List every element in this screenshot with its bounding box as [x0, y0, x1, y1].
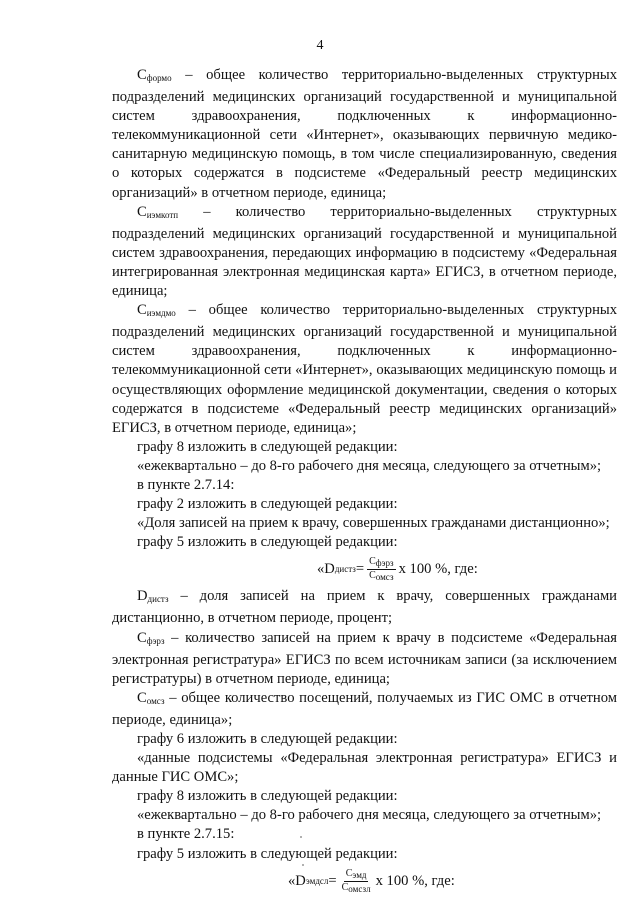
quote-quarterly-b: «ежеквартально – до 8-го рабочего дня месяца, следующего за отчетным»;	[137, 807, 602, 824]
definition-c-fer3: $C_{фэрз}$ – количество записей на прием к врачу в подсистеме «Федеральная электронная регистратура» ЕГИСЗ по всем источникам записи (за исключением регистратуры) в отчетном периоде, единица;	[112, 629, 617, 687]
item-2-7-15: в пункте 2.7.15:	[137, 826, 235, 843]
quote-data-sources: «данные подсистемы «Федеральная электронная регистратура» ЕГИСЗ и данные ГИС ОМС»;	[112, 750, 617, 786]
fraction: $\frac{\text{Cфэрз}}{\text{Cомсз}}$	[369, 556, 394, 583]
item-2-7-14: в пункте 2.7.14:	[137, 476, 235, 493]
formula-d-emdsl: «D эмдсл = $\frac{\text{Cэмд}}{\text{Cомсзл}}$ х 100 %, где:	[288, 867, 455, 894]
instruction-column-8: графу 8 изложить в следующей редакции:	[137, 438, 398, 455]
definition-c-formo: $C_{формо}$ – общее количество территориально-выделенных структурных подразделений медицинских организаций государственной и муниципальной систем здравоохранения, подключенных к информационно-телекоммуникационной сети «Интернет», оказывающих первичную медико-санитарную медицинскую помощь, в том числе специализированную, сведения о которых содержатся в подсистеме «Федеральный реестр медицинских организаций» в отчетном периоде, единица;	[112, 67, 617, 201]
definition-c-iemdmo: $C_{иэмдмо}$ – общее количество территориально-выделенных структурных подразделений медицинских организаций государственной и муниципальной систем здравоохранения, подключенных к информационно-телекоммуникационной сети «Интернет», оказывающих медицинскую помощь и осуществляющих оформление медицинской документации, сведения о которых содержатся в подсистеме «Федеральный реестр медицинских организаций» ЕГИСЗ, в отчетном периоде, единица»;	[112, 302, 617, 436]
definition-c-omsz: $C_{омсз}$ – общее количество посещений, получаемых из ГИС ОМС в отчетном периоде, единица»;	[112, 689, 617, 728]
quote-quarterly: «ежеквартально – до 8-го рабочего дня месяца, следующего за отчетным»;	[137, 457, 602, 474]
instruction-column-5-b: графу 5 изложить в следующей редакции:	[137, 845, 398, 862]
scan-speck	[300, 836, 302, 838]
quote-share-records: «Доля записей на прием к врачу, совершенных гражданами дистанционно»;	[137, 515, 610, 532]
definition-c-iemkotp: $C_{иэмкотп}$ – количество территориально-выделенных структурных подразделений медицинских организаций государственной и муниципальной систем здравоохранения, передающих информацию в подсистему «Федеральная интегрированная электронная медицинская карта» ЕГИСЗ, в отчетном периоде, единица;	[112, 203, 617, 300]
instruction-column-5: графу 5 изложить в следующей редакции:	[137, 534, 398, 551]
fraction: $\frac{\text{Cэмд}}{\text{Cомсзл}}$	[341, 867, 371, 894]
formula-d-distz: «D дистз = $\frac{\text{Cфэрз}}{\text{Cомсз}}$ х 100 %, где:	[317, 556, 478, 583]
instruction-column-6: графу 6 изложить в следующей редакции:	[137, 731, 398, 747]
document-body	[112, 66, 617, 899]
definition-d-distz: $D_{дистз}$ – доля записей на прием к врачу, совершенных гражданами дистанционно, в отчетном периоде, процент;	[112, 588, 617, 627]
scan-speck	[302, 864, 304, 866]
instruction-column-8-b: графу 8 изложить в следующей редакции:	[137, 788, 398, 805]
instruction-column-2: графу 2 изложить в следующей редакции:	[137, 496, 398, 513]
page-number: 4	[316, 38, 324, 53]
